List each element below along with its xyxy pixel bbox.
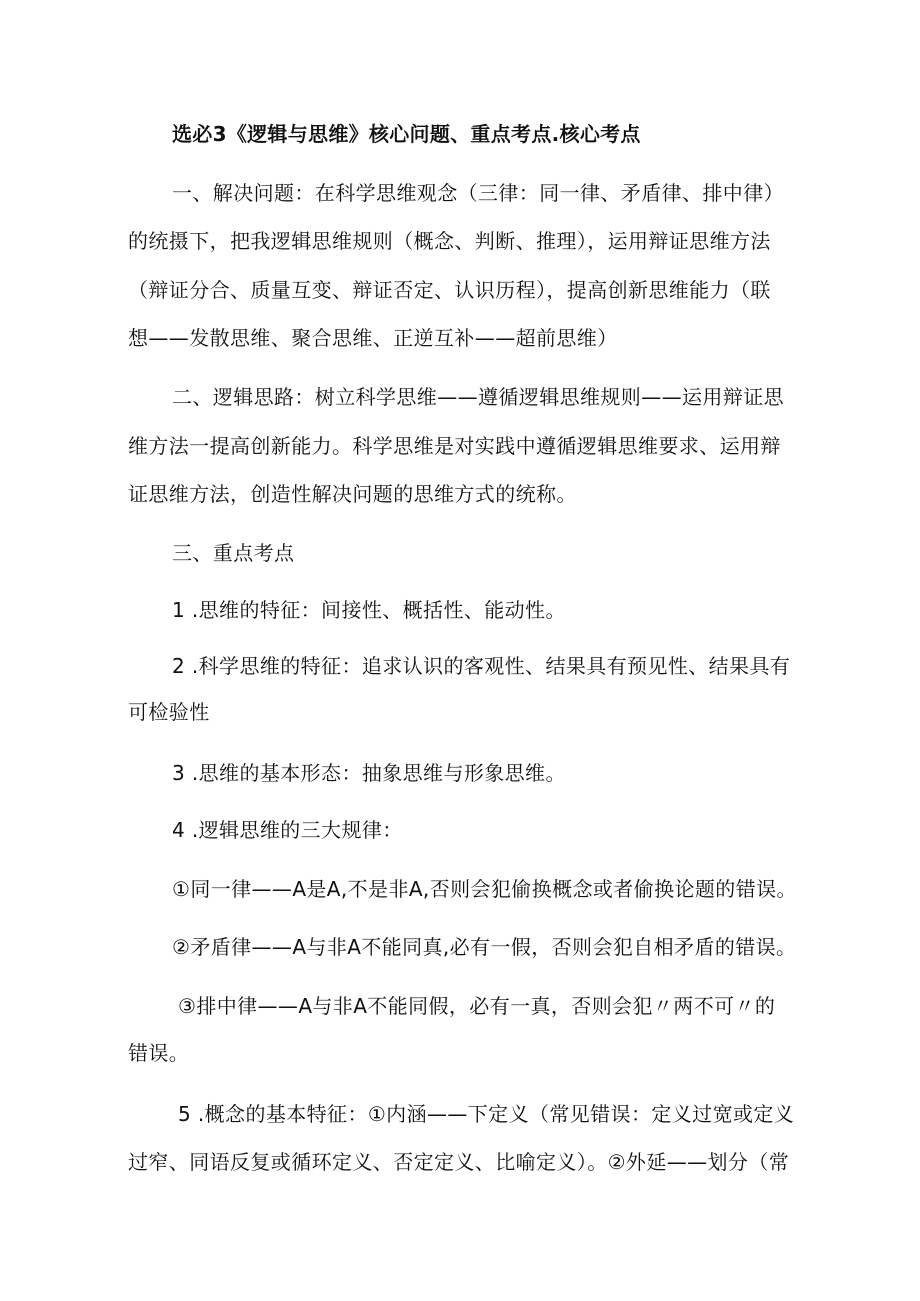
- section2-line-2: 维方法一提高创新能力。科学思维是对实践中遵循逻辑思维要求、运用辩: [128, 434, 781, 458]
- point-3: 3 .思维的基本形态：抽象思维与形象思维。: [172, 761, 566, 785]
- point-4: 4 .逻辑思维的三大规律：: [172, 818, 403, 842]
- law-excluded-middle-line-2: 错误。: [128, 1041, 190, 1065]
- section1-line-4: 想——发散思维、聚合思维、正逆互补——超前思维）: [128, 326, 618, 350]
- section2-line-3: 证思维方法，创造性解决问题的思维方式的统称。: [128, 482, 577, 506]
- point-5-line-1: 5 .概念的基本特征：①内涵——下定义（常见错误：定义过宽或定义: [178, 1102, 795, 1126]
- section2-line-1: 二、逻辑思路：树立科学思维——遵循逻辑思维规则——运用辩证思: [172, 385, 784, 409]
- section1-line-1: 一、解决问题：在科学思维观念（三律：同一律、矛盾律、排中律）: [172, 181, 784, 205]
- point-2-line-1: 2 .科学思维的特征：追求认识的客观性、结果具有预见性、结果具有: [172, 654, 791, 678]
- section1-line-3: （辩证分合、质量互变、辩证否定、认识历程），提高创新思维能力（联: [128, 278, 771, 302]
- section3-heading: 三、重点考点: [172, 541, 295, 565]
- point-2-line-2: 可检验性: [128, 700, 210, 724]
- law-contradiction: ②矛盾律——A与非A不能同真,必有一假，否则会犯自相矛盾的错误。: [172, 935, 797, 959]
- point-5-line-2: 过窄、同语反复或循环定义、否定定义、比喻定义）。②外延——划分（常: [128, 1150, 790, 1174]
- document-title: 选必3《逻辑与思维》核心问题、重点考点.核心考点: [172, 122, 641, 146]
- law-identity: ①同一律——A是A,不是非A,否则会犯偷换概念或者偷换论题的错误。: [172, 877, 797, 901]
- section1-line-2: 的统摄下，把我逻辑思维规则（概念、判断、推理），运用辩证思维方法: [128, 229, 771, 253]
- point-1: 1 .思维的特征：间接性、概括性、能动性。: [172, 598, 566, 622]
- law-excluded-middle-line-1: ③排中律——A与非A不能同假，必有一真，否则会犯〃两不可〃的: [178, 994, 776, 1018]
